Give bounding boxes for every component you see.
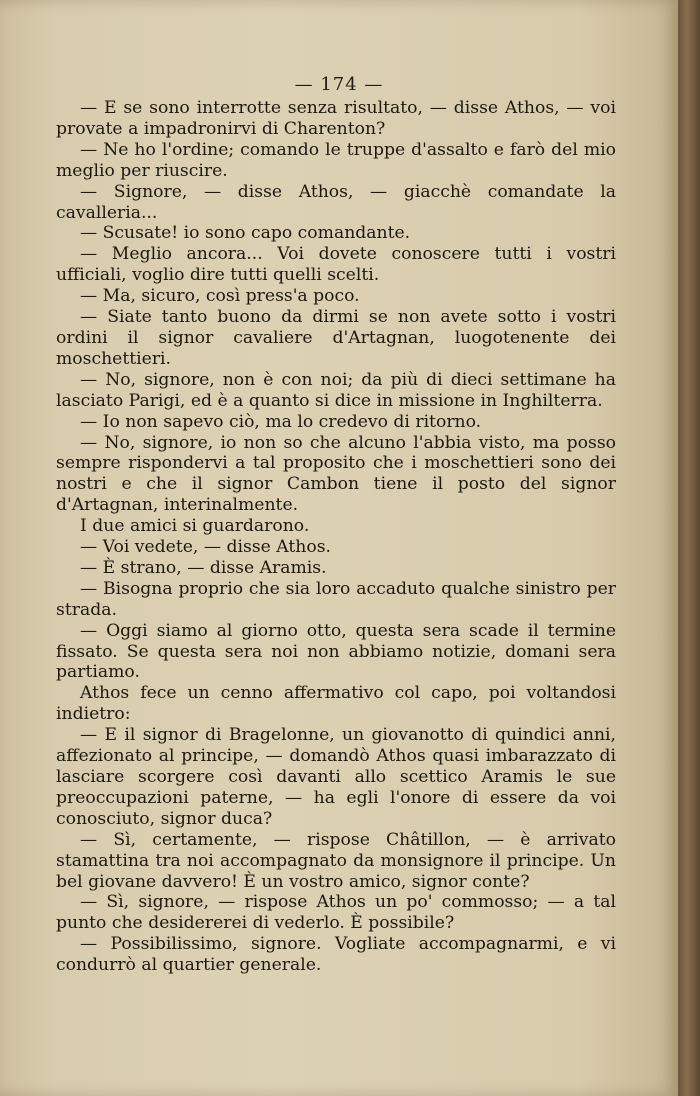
paragraph: — È strano, — disse Aramis. [80, 557, 327, 578]
paragraph: — Possibilissimo, signore. Vogliate accompagnarmi, e vi condurrò al quartier generale. [56, 934, 616, 976]
paragraph: — Sì, certamente, — rispose Châtillon, — è arrivato stamattina tra noi accompagnato da monsignore il principe. Un bel giovane davvero! È un vostro amico, signor conte? [56, 829, 616, 892]
paragraph: Athos fece un cenno affermativo col capo, poi voltandosi indietro: [56, 683, 616, 725]
paragraph: — Oggi siamo al giorno otto, questa sera scade il termine fissato. Se questa sera noi non abbiamo notizie, domani sera partiamo. [56, 620, 616, 683]
paragraph: — Sì, signore, — rispose Athos un po' commosso; — a tal punto che desidererei di vederlo. È possibile? [56, 892, 616, 934]
page-number: — 174 — [294, 74, 384, 95]
paragraph: — Io non sapevo ciò, ma lo credevo di ritorno. [80, 411, 482, 432]
paragraph: — Ma, sicuro, così press'a poco. [80, 286, 360, 307]
paragraph: — Scusate! io sono capo comandante. [80, 223, 411, 244]
paragraph: — Ne ho l'ordine; comando le truppe d'assalto e farò del mio meglio per riuscire. [56, 139, 616, 181]
paragraph: — No, signore, non è con noi; da più di dieci settimane ha lasciato Parigi, ed è a quanto si dice in missione in Inghilterra. [56, 369, 616, 411]
paragraph: — Siate tanto buono da dirmi se non avete sotto i vostri ordini il signor cavaliere d'Artagnan, luogotenente dei moschettieri. [56, 307, 616, 369]
paragraph: I due amici si guardarono. [80, 516, 310, 537]
book-page-edge [678, 0, 700, 1096]
paragraph: — E il signor di Bragelonne, un giovanotto di quindici anni, affezionato al principe, — domandò Athos quasi imbarazzato di lasciare scorgere così davanti allo scettico Aramis le sue preoccupazioni paterne, — ha egli l'onore di essere da voi conosciuto, signor duca? [56, 725, 616, 829]
page-text [56, 98, 616, 976]
paragraph: — E se sono interrotte senza risultato, — disse Athos, — voi provate a impadronirvi di Charenton? [56, 98, 616, 139]
paragraph: — Bisogna proprio che sia loro accaduto qualche sinistro per strada. [56, 578, 616, 620]
paragraph: — Meglio ancora... Voi dovete conoscere tutti i vostri ufficiali, voglio dire tutti quelli scelti. [56, 244, 616, 286]
paragraph: — Signore, — disse Athos, — giacchè comandate la cavalleria... [56, 181, 616, 223]
paragraph: — Voi vedete, — disse Athos. [80, 537, 331, 558]
paragraph: — No, signore, io non so che alcuno l'abbia visto, ma posso sempre rispondervi a tal proposito che i moschettieri sono dei nostri e che il signor Cambon tiene il posto del signor d'Artagnan, interinalmente. [56, 432, 616, 516]
